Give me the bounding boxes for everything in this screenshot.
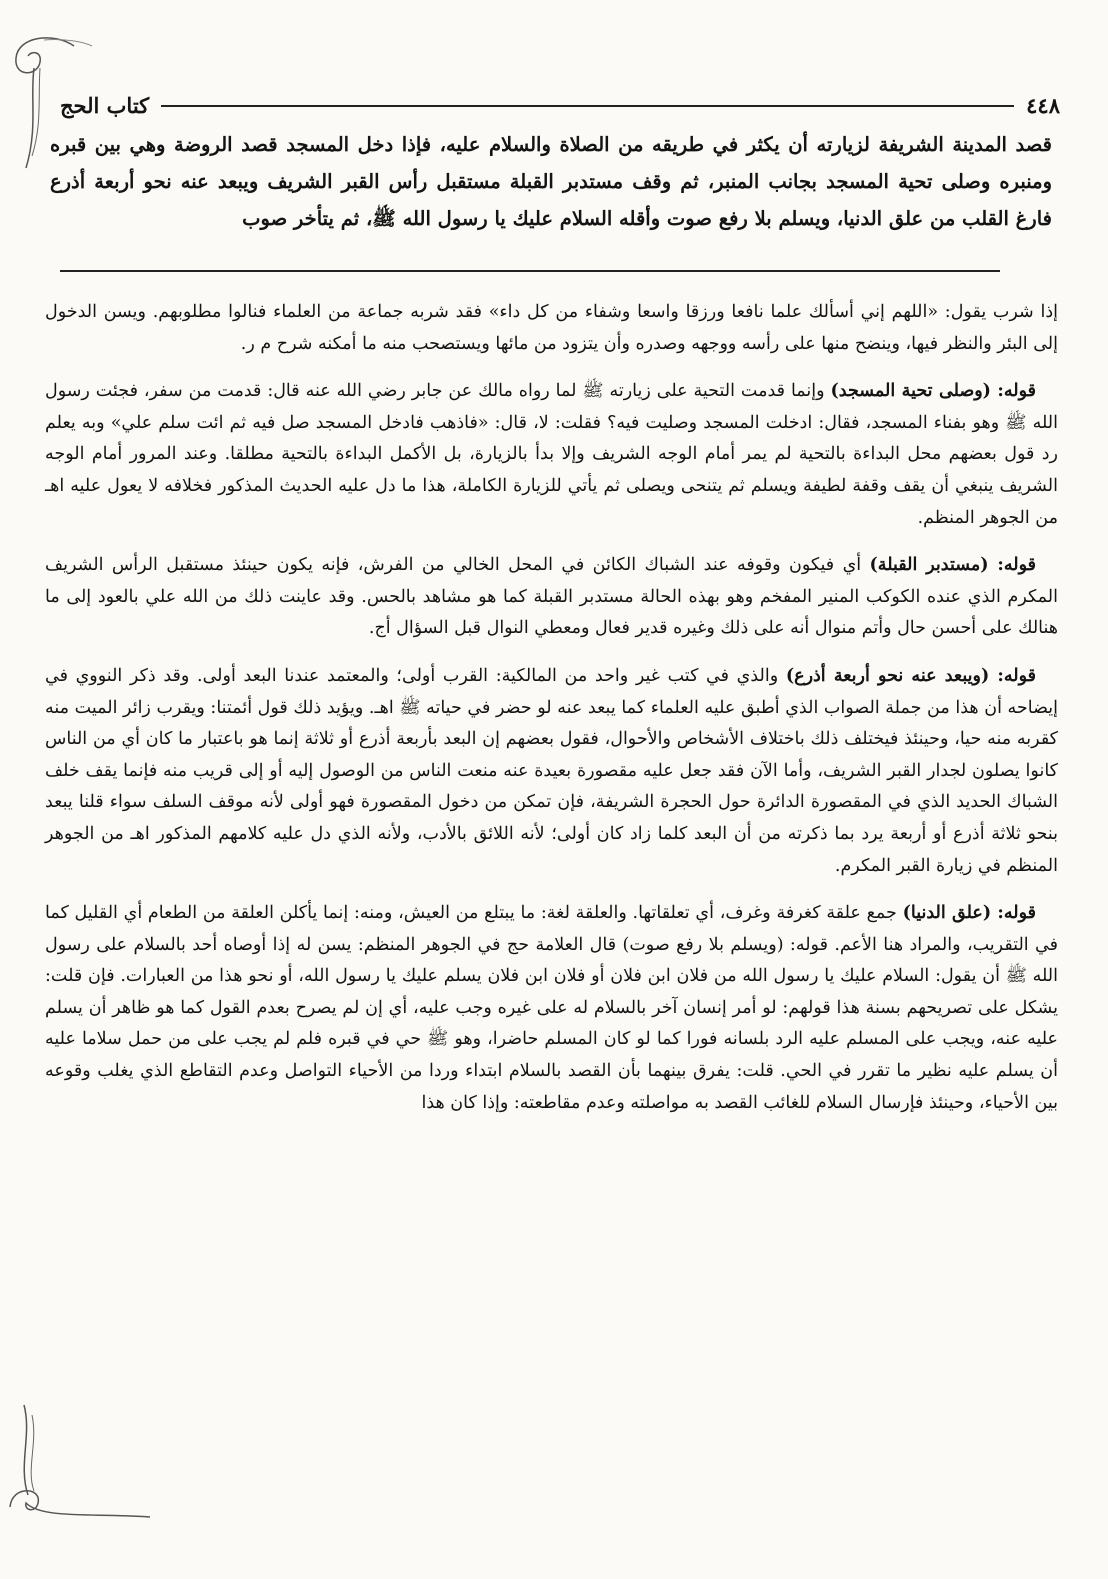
note-paragraph [45,898,1058,1119]
note-paragraph [45,661,1058,882]
note-lead: قوله: (علق الدنيا) [902,903,1036,924]
note-paragraph [45,550,1058,645]
note-text: جمع علقة كغرفة وغرف، أي تعلقاتها. والعلقة لغة: ما يبتلع من العيش، ومنه: إنما يأكلن العلقة من الطعام أي القليل كما في التقريب، والمراد هنا الأعم. قوله: (ويسلم بلا رفع صوت) قال العلامة حج في الجوهر المنظم: يسن له إذا أوصاه أحد بالسلام على رسول الله ﷺ أن يقول: السلام عليك يا رسول الله من فلان ابن فلان أو فلان ابن فلان يسلم عليك يا رسول الله، أو نحو هذا من العبارات. فإن قلت: يشكل على تصريحهم بسنة هذا قولهم: لو أمر إنسان آخر بالسلام له على غيره وجب عليه، أي إن لم يصرح بعدم القول كما هو ظاهر أن يسلم عليه عنه، ويجب على المسلم عليه الرد بلسانه فورا كما لو كان المسلم حاضرا، وهو ﷺ حي في قبره فلم لم يجب على من حمل سلاما عليه أن يسلم عليه نظير ما تقرر في الحي. قلت: يفرق بينهما بأن القصد بالسلام ابتداء وردا من الأحياء التواصل وعدم التقاطع الذي يغلب وقوعه بين الأحياء، وحينئذ فإرسال السلام للغائب القصد به مواصلته وعدم مقاطعته: وإذا كان هذا [45,903,1058,1113]
note-lead: قوله: (ويبعد عنه نحو أربعة أذرع) [785,665,1036,686]
page-header [60,88,1060,122]
page-number: ٤٤٨ [1026,92,1060,118]
note-paragraph [45,376,1058,534]
footnote-divider [60,270,1000,272]
commentary-notes [45,297,1058,1135]
bottom-corner-ornament [2,1395,152,1525]
note-lead: قوله: (وصلى تحية المسجد) [830,381,1037,402]
header-rule [161,105,1014,107]
note-text: أي فيكون وقوفه عند الشباك الكائن في المحل الخالي من الفرش، فإنه يكون حينئذ مستقبل الرأس الشريف المكرم الذي عنده الكوكب المنير المفخم وهو بهذه الحالة مستدبر القبلة كما هو مشاهد بالحس. وقد عاينت ذلك من الله علي بالعود إلى ما هنالك على أحسن حال وأتم منوال أنه على ذلك وغيره قدير فعال ومعطي النوال قبل السؤال أج. [45,555,1058,639]
main-text: قصد المدينة الشريفة لزيارته أن يكثر في طريقه من الصلاة والسلام عليه، فإذا دخل المسجد قصد الروضة وهي بين قبره ومنبره وصلى تحية المسجد بجانب المنبر، ثم وقف مستدبر القبلة مستقبل رأس القبر الشريف ويبعد عنه نحو أربعة أذرع فارغ القلب من علق الدنيا، ويسلم بلا رفع صوت وأقله السلام عليك يا رسول الله ﷺ، ثم يتأخر صوب [50,133,1052,230]
note-paragraph [45,297,1058,360]
note-text: إذا شرب يقول: «اللهم إني أسألك علما نافعا ورزقا واسعا وشفاء من كل داء» فقد شربه جماعة من العلماء فنالوا مطلوبهم. ويسن الدخول إلى البئر والنظر فيها، وينضح منها على رأسه ووجهه وصدره وأن يتزود من مائها ويستصحب منه ما أمكنه شرح م ر. [45,302,1058,354]
note-text: والذي في كتب غير واحد من المالكية: القرب أولى؛ والمعتمد عندنا البعد أولى. وقد ذكر النووي في إيضاحه أن هذا من جملة الصواب الذي أطبق عليه العلماء كما يبعد عنه لو حضر في حياته ﷺ اهـ. ويؤيد ذلك قول أئمتنا: ويقرب زائر الميت منه كقربه منه حيا، وحينئذ فيختلف ذلك باختلاف الأشخاص والأحوال، فقول بعضهم إن البعد بأربعة أذرع أو ثلاثة إنما هو باعتبار ما كان أي من الناس كانوا يصلون لجدار القبر الشريف، وأما الآن فقد جعل عليه مقصورة بعيدة عنه منعت الناس من الوصول إليه أو إلى قريب منه فإنما يقف خلف الشباك الحديد الذي في المقصورة الدائرة حول الحجرة الشريفة، فإن تمكن من دخول المقصورة فهو أولى لأنه موقف السلف سواء قلنا يبعد بنحو ثلاثة أذرع أو أربعة يرد بما ذكرته من أن البعد كلما زاد كان أولى؛ لأنه اللائق بالأدب، ولأنه الذي دل عليه كلامهم المذكور اهـ من الجوهر المنظم في زيارة القبر المكرم. [45,665,1058,876]
book-title: كتاب الحج [60,92,150,118]
note-text: وإنما قدمت التحية على زيارته ﷺ لما رواه مالك عن جابر رضي الله عنه قال: قدمت من سفر، فجئت رسول الله ﷺ وهو بفناء المسجد، فقال: ادخلت المسجد وصليت فيه؟ فقلت: لا، قال: «فاذهب فادخل المسجد صل فيه ثم ائت سلم علي» وبه يعلم رد قول بعضهم محل البداءة بالتحية لم يمر أمام الوجه الشريف وإلا بدأ بالزيارة، بل الأكمل البداءة بالتحية مطلقا. وعند المرور أمام الوجه الشريف ينبغي أن يقف وقفة لطيفة ويسلم ثم يتنحى ويصلى ثم يأتي للزيارة الكاملة، هذا ما دل عليه الحديث المذكور فخلافه لا يعول عليه اهـ من الجوهر المنظم. [45,381,1058,528]
note-lead: قوله: (مستدبر القبلة) [869,555,1036,576]
